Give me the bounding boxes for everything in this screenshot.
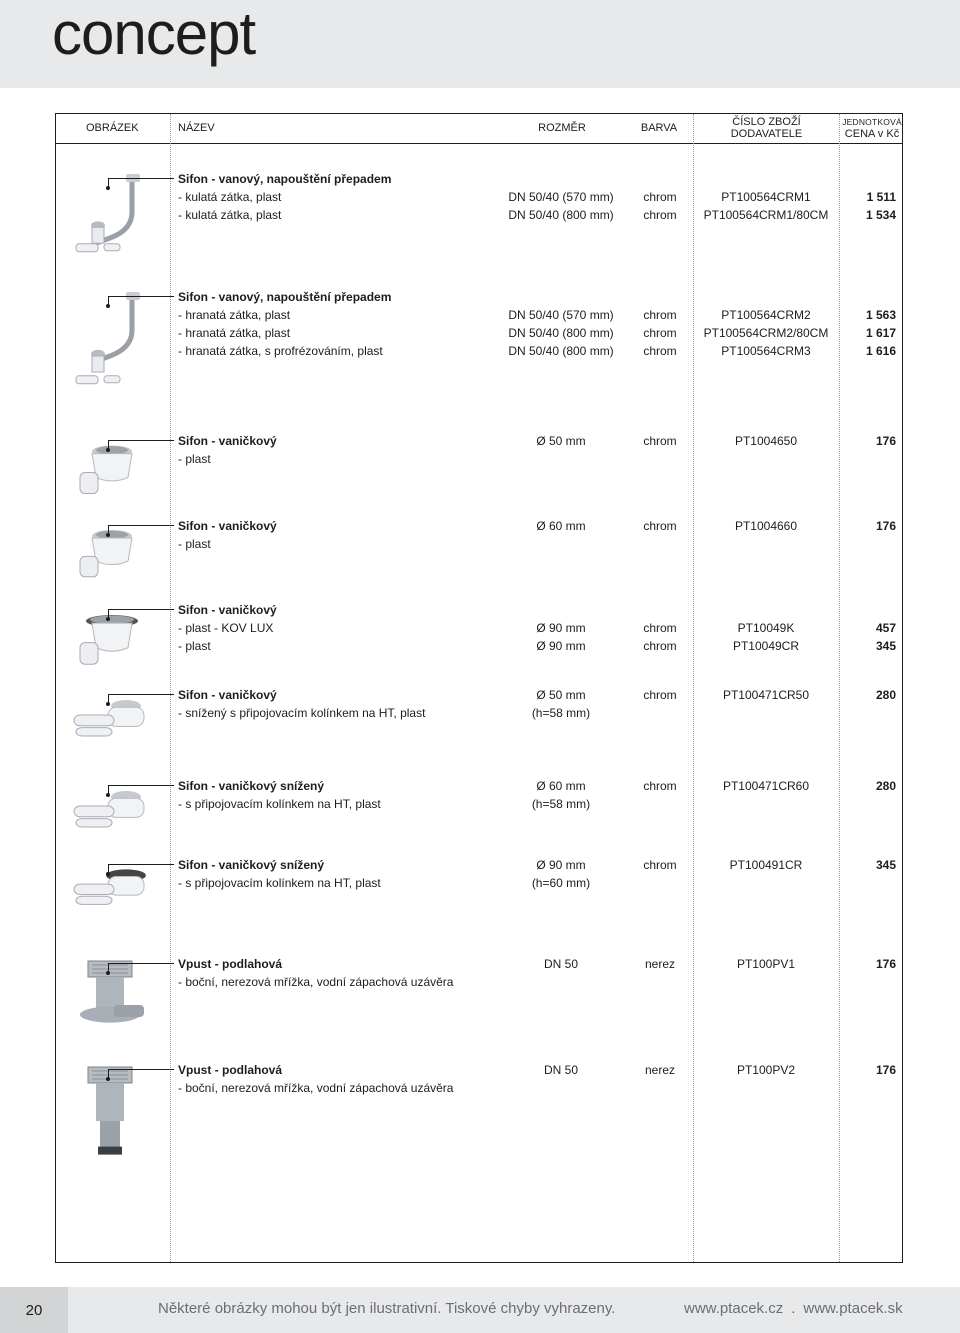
disclaimer-note: Některé obrázky mohou být jen ilustrativní. Tiskové chyby vyhrazeny.: [158, 1300, 616, 1317]
size-cell: Ø 50 mm: [536, 434, 586, 448]
color-cell: chrom: [643, 208, 677, 222]
size-cell: Ø 60 mm: [536, 519, 586, 533]
product-variant-desc: - kulatá zátka, plast: [178, 190, 282, 204]
col-header-item-no-line2: DODAVATELE: [730, 128, 803, 140]
leader-dot: [106, 448, 110, 452]
color-cell: chrom: [643, 688, 677, 702]
size-cell: Ø 90 mm: [536, 639, 586, 653]
shower-tray-siphon-large-icon: [70, 603, 150, 680]
color-cell: chrom: [643, 344, 677, 358]
website-link-sk[interactable]: www.ptacek.sk: [803, 1300, 903, 1317]
product-variant-desc: - boční, nerezová mřížka, vodní zápachová uzávěra: [178, 975, 454, 989]
product-variant-desc: - hranatá zátka, s profrézováním, plast: [178, 344, 383, 358]
leader-line: [108, 296, 174, 297]
item-code-cell: PT10049CR: [732, 639, 800, 653]
bath-overflow-siphon-icon: [70, 172, 150, 269]
low-tray-siphon-large-icon: [70, 858, 150, 921]
color-cell: chrom: [643, 779, 677, 793]
item-code-cell: PT100471CR60: [722, 779, 810, 793]
product-row: [56, 172, 902, 278]
col-header-image: OBRÁZEK: [86, 122, 139, 134]
product-row: [56, 1063, 902, 1169]
size-cell: DN 50/40 (570 mm): [508, 190, 614, 204]
product-title: Sifon - vaničkový: [178, 519, 277, 533]
size-cell: DN 50/40 (800 mm): [508, 344, 614, 358]
item-code-cell: PT100PV1: [736, 957, 796, 971]
leader-line: [108, 609, 174, 610]
website-link-cz[interactable]: www.ptacek.cz: [684, 1300, 784, 1317]
color-cell: chrom: [643, 434, 677, 448]
floor-drain-side-icon: [70, 957, 150, 1042]
col-header-name: NÁZEV: [178, 122, 215, 134]
price-cell: 457: [875, 621, 896, 635]
shower-tray-siphon-icon: [70, 519, 150, 592]
product-row: [56, 290, 902, 396]
price-cell: 176: [875, 434, 896, 448]
product-variant-desc: - hranatá zátka, plast: [178, 308, 291, 322]
price-cell: 1 617: [865, 326, 896, 340]
table-header: [56, 114, 902, 144]
product-title: Sifon - vaničkový: [178, 603, 277, 617]
color-cell: chrom: [643, 308, 677, 322]
leader-line: [108, 178, 174, 179]
concept-logo: [52, 2, 292, 72]
low-tray-siphon-icon: [70, 688, 150, 753]
item-code-cell: PT1004650: [734, 434, 798, 448]
leader-dot: [106, 872, 110, 876]
low-tray-siphon-icon: [70, 779, 150, 844]
item-code-cell: PT100564CRM2: [721, 308, 811, 322]
color-cell: nerez: [644, 1063, 676, 1077]
product-title: Sifon - vaničkový: [178, 688, 277, 702]
leader-dot: [106, 533, 110, 537]
color-cell: chrom: [643, 858, 677, 872]
leader-dot: [106, 304, 110, 308]
product-variant-desc: - s připojovacím kolínkem na HT, plast: [178, 797, 381, 811]
size-cell: DN 50/40 (800 mm): [508, 326, 614, 340]
item-code-cell: PT100564CRM1/80CM: [703, 208, 829, 222]
product-row: [56, 957, 902, 1063]
col-header-color: BARVA: [640, 122, 678, 134]
price-cell: 345: [875, 639, 896, 653]
product-title: Sifon - vanový, napouštění přepadem: [178, 172, 392, 186]
item-code-cell: PT100564CRM3: [721, 344, 811, 358]
color-cell: chrom: [643, 190, 677, 204]
leader-dot: [106, 186, 110, 190]
product-variant-desc: - snížený s připojovacím kolínkem na HT, plast: [178, 706, 426, 720]
size-cell: DN 50: [543, 1063, 578, 1077]
price-cell: 345: [875, 858, 896, 872]
col-header-price: [841, 114, 903, 142]
product-title: Sifon - vaničkový snížený: [178, 779, 325, 793]
col-header-item-no: [694, 114, 839, 142]
product-title: Vpust - podlahová: [178, 957, 283, 971]
leader-dot: [106, 617, 110, 621]
item-code-cell: PT100471CR50: [722, 688, 810, 702]
leader-line: [108, 694, 174, 695]
price-cell: 176: [875, 1063, 896, 1077]
item-code-cell: PT1004660: [734, 519, 798, 533]
floor-drain-vertical-icon: [70, 1063, 150, 1163]
product-title: Sifon - vanový, napouštění přepadem: [178, 290, 392, 304]
website-links: [684, 1300, 903, 1317]
price-cell: 176: [875, 519, 896, 533]
price-cell: 176: [875, 957, 896, 971]
price-cell: 280: [875, 779, 896, 793]
color-cell: chrom: [643, 519, 677, 533]
product-row: [56, 858, 902, 964]
leader-line: [108, 1069, 174, 1070]
price-cell: 1 511: [866, 190, 896, 204]
product-variant-desc: - kulatá zátka, plast: [178, 208, 282, 222]
col-header-price-line1: JEDNOTKOVÁ: [842, 117, 902, 127]
leader-dot: [106, 1077, 110, 1081]
size-cell: Ø 90 mm: [536, 621, 586, 635]
product-variant-desc: - plast: [178, 537, 211, 551]
logo-text: concept: [52, 2, 256, 67]
leader-line: [108, 440, 174, 441]
product-variant-desc: - s připojovacím kolínkem na HT, plast: [178, 876, 381, 890]
size-cell: (h=58 mm): [531, 797, 591, 811]
price-cell: 1 563: [865, 308, 896, 322]
leader-line: [108, 963, 174, 964]
price-table: [55, 113, 903, 1263]
leader-dot: [106, 971, 110, 975]
price-cell: 1 534: [865, 208, 896, 222]
col-header-item-no-line1: ČÍSLO ZBOŽÍ: [732, 116, 801, 128]
item-code-cell: PT100PV2: [736, 1063, 796, 1077]
product-variant-desc: - plast - KOV LUX: [178, 621, 274, 635]
page-number: 20: [0, 1287, 68, 1333]
website-separator: .: [791, 1300, 796, 1317]
size-cell: Ø 50 mm: [536, 688, 586, 702]
page-footer: [0, 1287, 960, 1333]
product-variant-desc: - plast: [178, 452, 211, 466]
shower-tray-siphon-icon: [70, 434, 150, 509]
item-code-cell: PT100564CRM2/80CM: [703, 326, 829, 340]
leader-line: [108, 864, 174, 865]
col-header-price-line2: CENA v Kč: [844, 128, 900, 140]
product-title: Sifon - vaničkový snížený: [178, 858, 325, 872]
bath-overflow-siphon-icon: [70, 290, 150, 405]
product-title: Sifon - vaničkový: [178, 434, 277, 448]
product-variant-desc: - boční, nerezová mřížka, vodní zápachová uzávěra: [178, 1081, 454, 1095]
leader-line: [108, 785, 174, 786]
col-header-size: ROZMĚR: [538, 122, 586, 134]
price-cell: 280: [875, 688, 896, 702]
product-title: Vpust - podlahová: [178, 1063, 283, 1077]
page-header: [0, 0, 960, 88]
leader-line: [108, 525, 174, 526]
size-cell: (h=60 mm): [531, 876, 591, 890]
size-cell: Ø 60 mm: [536, 779, 586, 793]
item-code-cell: PT10049K: [737, 621, 795, 635]
size-cell: (h=58 mm): [531, 706, 591, 720]
color-cell: chrom: [643, 621, 677, 635]
size-cell: DN 50/40 (570 mm): [508, 308, 614, 322]
product-variant-desc: - plast: [178, 639, 211, 653]
leader-dot: [106, 793, 110, 797]
product-variant-desc: - hranatá zátka, plast: [178, 326, 291, 340]
item-code-cell: PT100491CR: [729, 858, 803, 872]
size-cell: Ø 90 mm: [536, 858, 586, 872]
size-cell: DN 50: [543, 957, 578, 971]
color-cell: chrom: [643, 639, 677, 653]
item-code-cell: PT100564CRM1: [721, 190, 811, 204]
leader-dot: [106, 702, 110, 706]
size-cell: DN 50/40 (800 mm): [508, 208, 614, 222]
color-cell: nerez: [644, 957, 676, 971]
price-cell: 1 616: [865, 344, 896, 358]
color-cell: chrom: [643, 326, 677, 340]
